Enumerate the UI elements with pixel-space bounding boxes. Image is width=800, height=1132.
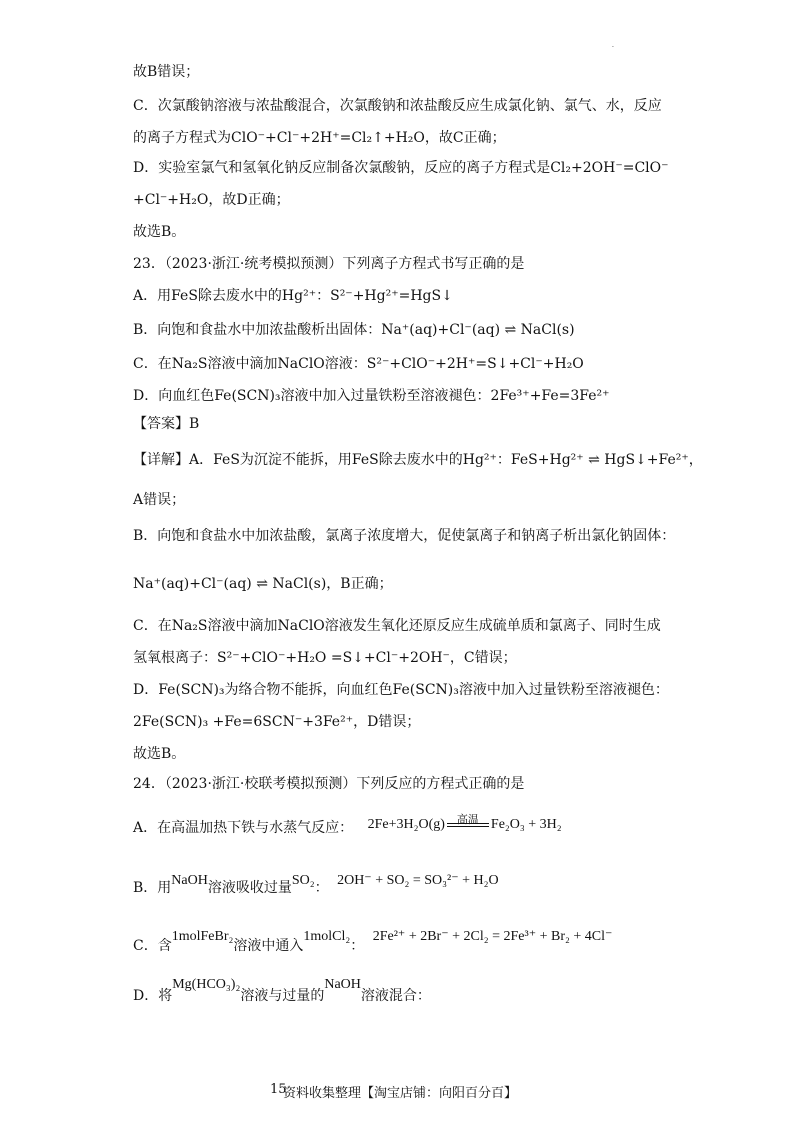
equation: 2OH⁻ + SO₂ = SO₃²⁻ + H₂O: [337, 873, 499, 888]
text-line: C．次氯酸钠溶液与浓盐酸混合，次氯酸钠和浓盐酸反应生成氯化钠、氯气、水，反应: [133, 98, 662, 114]
equation-left: 2Fe+3H₂O(g): [367, 817, 445, 832]
footer-text: 资料收集整理【淘宝店铺：向阳百分百】: [282, 1086, 517, 1101]
option-text: ：: [314, 880, 329, 896]
text-line: 故B错误；: [133, 64, 200, 80]
explanation-line: 氢氧根离子：S²⁻+ClO⁻+H₂O =S↓+Cl⁻+2OH⁻，C错误；: [133, 650, 517, 666]
formula: NaOH: [324, 977, 361, 992]
option-text: C．含: [133, 938, 172, 954]
question-24-option-c: [133, 929, 613, 957]
text-line: D．实验室氯气和氢氧化钠反应制备次氯酸钠，反应的离子方程式是Cl₂+2OH⁻=ClO⁻: [133, 160, 669, 176]
formula: SO₂: [291, 873, 315, 888]
question-23-option-c: C．在Na₂S溶液中滴加NaClO溶液：S²⁻+ClO⁻+2H⁺=S↓+Cl⁻+H₂O: [133, 356, 584, 372]
question-24-option-a: [133, 813, 562, 839]
equation: 2Fe²⁺ + 2Br⁻ + 2Cl₂ = 2Fe³⁺ + Br₂ + 4Cl⁻: [372, 929, 613, 944]
option-text: D．将: [133, 988, 173, 1004]
explanation-line: 2Fe(SCN)₃ +Fe=6SCN⁻+3Fe²⁺，D错误；: [133, 714, 421, 730]
question-23-option-a: A．用FeS除去废水中的Hg²⁺：S²⁻+Hg²⁺=HgS↓: [133, 288, 453, 304]
question-23-option-d: D．向血红色Fe(SCN)₃溶液中加入过量铁粉至溶液褪色：2Fe³⁺+Fe=3Fe²⁺: [133, 388, 610, 404]
option-text: 溶液吸收过量: [207, 880, 292, 896]
page-number: 15: [270, 1082, 287, 1097]
question-24-option-b: [133, 873, 499, 899]
option-text: 溶液中通入: [233, 938, 304, 954]
question-23-option-b: B．向饱和食盐水中加浓盐酸析出固体：Na⁺(aq)+Cl⁻(aq) ⇌ NaCl(s): [133, 322, 575, 338]
explanation-line: B．向饱和食盐水中加浓盐酸，氯离子浓度增大，促使氯离子和钠离子析出氯化钠固体：: [133, 528, 676, 544]
option-text: 溶液与过量的: [240, 988, 325, 1004]
page-footer: [0, 1082, 800, 1101]
formula: NaOH: [171, 873, 208, 888]
option-text: A．在高温加热下铁与水蒸气反应：: [133, 820, 354, 836]
question-24-option-d: [133, 977, 431, 1007]
explanation-line: A错误；: [133, 492, 186, 508]
explanation-line: C．在Na₂S溶液中滴加NaClO溶液发生氧化还原反应生成硫单质和氯离子、同时生成: [133, 618, 661, 634]
text-line: 的离子方程式为ClO⁻+Cl⁻+2H⁺=Cl₂↑+H₂O，故C正确；: [133, 130, 506, 146]
stray-dot: ·: [612, 44, 614, 51]
formula: 1molCl₂: [303, 929, 351, 944]
reaction-condition: 高温: [456, 813, 479, 826]
equation-arrow: [447, 813, 489, 827]
equation-right: Fe₂O₃ + 3H₂: [490, 817, 562, 832]
option-text: 溶液混合：: [360, 988, 431, 1004]
question-24-title: 24．（2023·浙江·校联考模拟预测）下列反应的方程式正确的是: [133, 776, 525, 792]
formula: Mg(HCO₃)₂: [172, 977, 241, 992]
option-text: B．用: [133, 880, 172, 896]
explanation-line: D．Fe(SCN)₃为络合物不能拆，向血红色Fe(SCN)₃溶液中加入过量铁粉至溶液褪色：: [133, 682, 669, 698]
explanation-line: Na⁺(aq)+Cl⁻(aq) ⇌ NaCl(s)，B正确；: [133, 576, 393, 592]
equation: [367, 813, 562, 832]
explanation-line: 【详解】A．FeS为沉淀不能拆，用FeS除去废水中的Hg²⁺：FeS+Hg²⁺ ⇌ HgS↓+Fe²⁺，: [133, 452, 703, 468]
question-23-title: 23．（2023·浙江·统考模拟预测）下列离子方程式书写正确的是: [133, 256, 525, 272]
formula: 1molFeBr₂: [171, 929, 234, 944]
text-line: +Cl⁻+H₂O，故D正确；: [133, 192, 290, 208]
option-text: ：: [350, 938, 365, 954]
text-line: 故选B。: [133, 224, 186, 240]
answer: 【答案】B: [133, 416, 200, 432]
explanation-line: 故选B。: [133, 746, 186, 762]
